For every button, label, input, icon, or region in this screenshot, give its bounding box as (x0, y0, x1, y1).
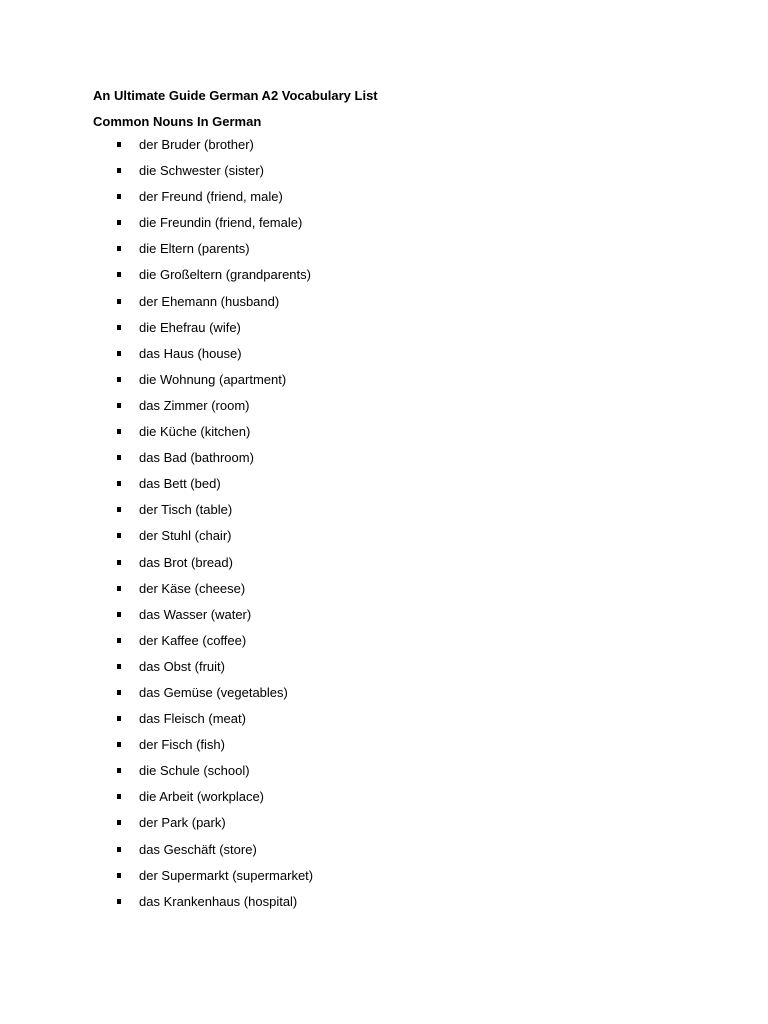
list-item (93, 758, 693, 784)
list-item (93, 367, 693, 393)
list-item (93, 576, 693, 602)
square-bullet-icon (117, 690, 121, 695)
vocab-entry-text: das Bad (bathroom) (139, 450, 254, 466)
vocab-entry-text: das Brot (bread) (139, 554, 233, 570)
list-item (93, 445, 693, 471)
list-item (93, 210, 693, 236)
square-bullet-icon (117, 377, 121, 382)
vocab-entry-text: der Stuhl (chair) (139, 528, 232, 544)
list-item (93, 419, 693, 445)
list-item (93, 393, 693, 419)
square-bullet-icon (117, 325, 121, 330)
vocab-entry-text: die Küche (kitchen) (139, 424, 251, 440)
vocab-entry-text: die Schwester (sister) (139, 163, 264, 179)
list-item (93, 628, 693, 654)
document-content (93, 86, 693, 915)
vocab-entry-text: das Geschäft (store) (139, 841, 257, 857)
vocab-entry-text: das Zimmer (room) (139, 397, 250, 413)
square-bullet-icon (117, 168, 121, 173)
square-bullet-icon (117, 194, 121, 199)
list-item (93, 654, 693, 680)
square-bullet-icon (117, 142, 121, 147)
list-item (93, 471, 693, 497)
list-item (93, 132, 693, 158)
list-item (93, 602, 693, 628)
square-bullet-icon (117, 847, 121, 852)
list-item (93, 341, 693, 367)
vocab-entry-text: der Kaffee (coffee) (139, 632, 247, 648)
vocab-entry-text: der Bruder (brother) (139, 137, 254, 152)
square-bullet-icon (117, 638, 121, 643)
square-bullet-icon (117, 664, 121, 669)
list-item (93, 158, 693, 184)
square-bullet-icon (117, 507, 121, 512)
list-item (93, 837, 693, 863)
list-item (93, 732, 693, 758)
list-item (93, 706, 693, 732)
square-bullet-icon (117, 794, 121, 799)
square-bullet-icon (117, 742, 121, 747)
vocab-entry-text: der Park (park) (139, 815, 226, 831)
vocab-entry-text: das Fleisch (meat) (139, 711, 246, 727)
vocab-entry-text: das Obst (fruit) (139, 658, 225, 674)
list-item (93, 863, 693, 889)
square-bullet-icon (117, 429, 121, 434)
square-bullet-icon (117, 873, 121, 878)
vocab-entry-text: die Arbeit (workplace) (139, 789, 264, 805)
square-bullet-icon (117, 351, 121, 356)
vocab-entry-text: die Eltern (parents) (139, 241, 250, 257)
vocab-entry-text: die Freundin (friend, female) (139, 215, 303, 231)
square-bullet-icon (117, 481, 121, 486)
square-bullet-icon (117, 820, 121, 825)
square-bullet-icon (117, 299, 121, 304)
list-item (93, 523, 693, 549)
document-title: An Ultimate Guide German A2 Vocabulary List (93, 88, 378, 103)
vocab-entry-text: der Supermarkt (supermarket) (139, 867, 314, 883)
vocab-entry-text: die Großeltern (grandparents) (139, 267, 311, 283)
vocab-entry-text: das Gemüse (vegetables) (139, 684, 288, 700)
vocab-entry-text: die Wohnung (apartment) (139, 371, 287, 387)
square-bullet-icon (117, 768, 121, 773)
square-bullet-icon (117, 899, 121, 904)
square-bullet-icon (117, 246, 121, 251)
vocab-entry-text: der Freund (friend, male) (139, 189, 283, 205)
vocab-entry-text: das Wasser (water) (139, 606, 252, 622)
square-bullet-icon (117, 272, 121, 277)
vocab-entry-text: der Käse (cheese) (139, 580, 246, 596)
vocab-entry-text: der Tisch (table) (139, 502, 233, 518)
list-item (93, 236, 693, 262)
vocabulary-list (93, 132, 693, 915)
square-bullet-icon (117, 586, 121, 591)
vocab-entry-text: das Krankenhaus (hospital) (139, 893, 298, 909)
list-item (93, 889, 693, 915)
vocab-entry-text: die Schule (school) (139, 763, 250, 779)
square-bullet-icon (117, 455, 121, 460)
list-item (93, 497, 693, 523)
vocab-entry-text: das Haus (house) (139, 345, 242, 361)
square-bullet-icon (117, 403, 121, 408)
list-item (93, 810, 693, 836)
vocab-entry-text: das Bett (bed) (139, 476, 221, 492)
vocab-entry-text: der Ehemann (husband) (139, 293, 280, 309)
list-item (93, 262, 693, 288)
list-item (93, 550, 693, 576)
section-heading: Common Nouns In German (93, 114, 262, 129)
vocab-entry-text: der Fisch (fish) (139, 737, 225, 753)
square-bullet-icon (117, 560, 121, 565)
square-bullet-icon (117, 716, 121, 721)
square-bullet-icon (117, 220, 121, 225)
vocab-entry-text: die Ehefrau (wife) (139, 319, 241, 335)
square-bullet-icon (117, 533, 121, 538)
list-item (93, 289, 693, 315)
square-bullet-icon (117, 612, 121, 617)
list-item (93, 784, 693, 810)
list-item (93, 315, 693, 341)
list-item (93, 184, 693, 210)
list-item (93, 680, 693, 706)
